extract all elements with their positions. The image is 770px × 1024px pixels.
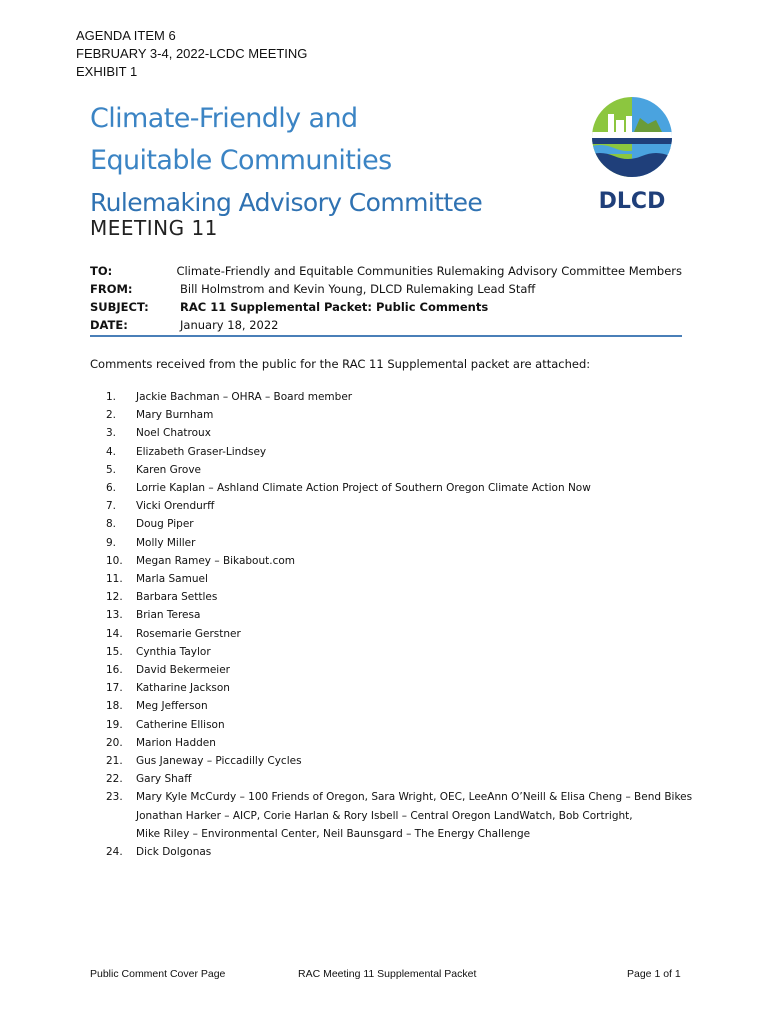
item-number: 6. (106, 482, 117, 495)
list-item (106, 643, 692, 661)
item-text: Karen Grove (136, 463, 201, 476)
item-number: 2. (106, 409, 117, 422)
list-item (106, 734, 692, 752)
item-number: 23. (106, 791, 123, 804)
list-item (106, 406, 692, 424)
item-text: Marla Samuel (136, 573, 208, 586)
item-number: 19. (106, 718, 123, 731)
document-title (90, 98, 482, 224)
item-text: Gary Shaff (136, 773, 192, 786)
footer-left-text: Public Comment Cover Page (90, 968, 226, 980)
item-number: 4. (106, 445, 117, 458)
dlcd-logo (576, 92, 688, 216)
list-item (106, 606, 692, 624)
item-number: 8. (106, 518, 117, 531)
list-item (106, 788, 692, 843)
dlcd-logo-icon (576, 92, 688, 216)
item-number: 16. (106, 664, 123, 677)
item-number: 15. (106, 645, 123, 658)
item-text: Rosemarie Gerstner (136, 627, 241, 640)
memo-date-label: DATE: (90, 318, 128, 332)
memo-to-row (90, 262, 682, 280)
list-item (106, 552, 692, 570)
item-number: 21. (106, 755, 123, 768)
item-text: Catherine Ellison (136, 718, 225, 731)
item-text: Cynthia Taylor (136, 645, 211, 658)
list-item (106, 388, 692, 406)
list-item (106, 479, 692, 497)
memo-block (90, 262, 682, 334)
item-number: 9. (106, 536, 117, 549)
item-number: 22. (106, 773, 123, 786)
item-number: 1. (106, 391, 117, 403)
item-text: Molly Miller (136, 536, 196, 549)
title-line-2: Equitable Communities (90, 145, 392, 176)
memo-from-label: FROM: (90, 282, 133, 296)
item-number: 5. (106, 463, 117, 476)
item-number: 11. (106, 573, 123, 586)
memo-subject-row (90, 298, 682, 316)
item-text: Lorrie Kaplan – Ashland Climate Action Project of Southern Oregon Climate Action Now (136, 482, 591, 495)
item-number: 24. (106, 846, 123, 859)
item-number: 20. (106, 736, 123, 749)
item-text: Mary Burnham (136, 409, 214, 422)
item-number: 17. (106, 682, 123, 695)
exhibit-line: EXHIBIT 1 (76, 64, 138, 79)
item-number: 18. (106, 700, 123, 713)
item-text: Barbara Settles (136, 591, 218, 604)
item-number: 10. (106, 554, 123, 567)
list-item (106, 461, 692, 479)
list-item (106, 625, 692, 643)
item-text: Doug Piper (136, 518, 194, 531)
list-item (106, 424, 692, 442)
item-text: Megan Ramey – Bikabout.com (136, 554, 296, 567)
list-item (106, 697, 692, 715)
item-text-line-3: Mike Riley – Environmental Center, Neil Baunsgard – The Energy Challenge (136, 827, 531, 840)
title-line-1: Climate-Friendly and (90, 103, 358, 134)
list-item (106, 497, 692, 515)
list-item (106, 661, 692, 679)
item-text: Marion Hadden (136, 736, 216, 749)
agenda-item-line: AGENDA ITEM 6 (76, 28, 176, 43)
item-number: 14. (106, 627, 123, 640)
item-text (136, 788, 692, 843)
item-number: 13. (106, 609, 123, 622)
memo-subject-label: SUBJECT: (90, 300, 149, 314)
item-number: 3. (106, 427, 117, 440)
page-number: Page 1 of 1 (627, 968, 681, 980)
comments-list (106, 388, 692, 861)
list-item (106, 570, 692, 588)
memo-to-value: Climate-Friendly and Equitable Communities Rulemaking Advisory Committee Members (176, 264, 682, 278)
footer-center-text: RAC Meeting 11 Supplemental Packet (298, 968, 477, 980)
item-text: Brian Teresa (136, 609, 201, 622)
page-footer (0, 968, 770, 982)
item-number: 12. (106, 591, 123, 604)
item-text: Elizabeth Graser-Lindsey (136, 445, 267, 458)
meeting-date-line: FEBRUARY 3-4, 2022-LCDC MEETING (76, 46, 308, 61)
item-text: Jackie Bachman – OHRA – Board member (136, 391, 353, 403)
list-item (106, 443, 692, 461)
item-number: 7. (106, 500, 117, 513)
intro-text: Comments received from the public for the RAC 11 Supplemental packet are attached: (90, 357, 591, 371)
meeting-number: MEETING 11 (90, 216, 218, 240)
memo-to-label: TO: (90, 264, 113, 278)
memo-from-row (90, 280, 682, 298)
agenda-header (76, 27, 307, 81)
item-text: Gus Janeway – Piccadilly Cycles (136, 755, 302, 768)
list-item (106, 588, 692, 606)
item-text: Dick Dolgonas (136, 846, 212, 859)
list-item (106, 843, 692, 861)
item-text: Meg Jefferson (136, 700, 208, 713)
title-line-3: Rulemaking Advisory Committee (90, 188, 483, 217)
header-divider (90, 335, 682, 337)
item-text: David Bekermeier (136, 664, 230, 677)
list-item (106, 716, 692, 734)
item-text: Noel Chatroux (136, 427, 211, 440)
list-item (106, 534, 692, 552)
item-text-line-2: Jonathan Harker – AICP, Corie Harlan & Rory Isbell – Central Oregon LandWatch, Bob Cortright, (136, 809, 633, 822)
memo-date-value: January 18, 2022 (180, 318, 279, 332)
list-item (106, 770, 692, 788)
memo-subject-value: RAC 11 Supplemental Packet: Public Comments (180, 300, 489, 314)
memo-date-row (90, 316, 682, 334)
list-item (106, 679, 692, 697)
list-item (106, 752, 692, 770)
item-text: Vicki Orendurff (136, 500, 215, 513)
memo-from-value: Bill Holmstrom and Kevin Young, DLCD Rulemaking Lead Staff (180, 282, 536, 296)
logo-text: DLCD (598, 189, 666, 214)
list-item (106, 515, 692, 533)
item-text: Katharine Jackson (136, 682, 230, 695)
item-text-line-1: Mary Kyle McCurdy – 100 Friends of Oregon, Sara Wright, OEC, LeeAnn O’Neill & Elisa Cheng – Bend Bikes (136, 791, 693, 804)
